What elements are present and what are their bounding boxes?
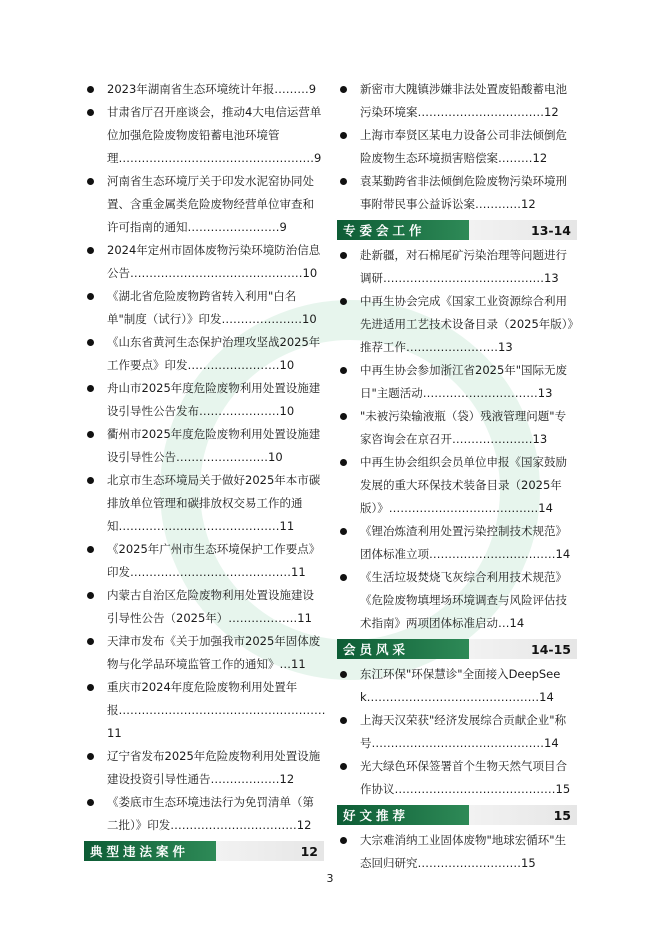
right-column [337,78,577,875]
toc-entry-text: 甘肃省厅召开座谈会，推动4大电信运营单位加强危险废物废铅蓄电池环境管理……………………………………………9 [107,105,322,165]
bullet-icon [340,837,347,844]
section-pages: 14-15 [531,641,571,657]
section-pages: 13-14 [531,222,571,238]
toc-entry-text: 《山东省黄河生态保护治理攻坚战2025年工作要点》印发……………………10 [107,335,321,372]
toc-entry[interactable] [84,630,324,676]
bullet-icon [87,799,94,806]
bullet-icon [87,546,94,553]
section-label: 会员风采 [343,641,410,657]
bullet-icon [87,684,94,691]
toc-entry-text: 赴新疆，对石棉尾矿污染治理等问题进行调研……………………………………13 [360,248,567,285]
page-number: 3 [326,872,334,885]
bullet-icon [340,367,347,374]
toc-entry[interactable] [337,829,577,875]
toc-entry[interactable] [84,791,324,837]
bullet-icon [87,638,94,645]
toc-entry[interactable] [84,423,324,469]
toc-entry-text: 辽宁省发布2025年危险废物利用处置设施建设投资引导性通告………………12 [107,749,321,786]
toc-entry[interactable] [84,285,324,331]
toc-entry-text: 《锂冶炼渣利用处置污染控制技术规范》团体标准立项……………………………14 [360,524,571,561]
section-label: 典型违法案件 [90,843,190,859]
toc-entry-text: 《生活垃圾焚烧飞灰综合利用技术规范》《危险废物填埋场环境调查与风险评估技术指南》两项团体标准启动…14 [360,570,567,630]
section-pages: 12 [300,843,318,859]
toc-entry[interactable] [84,239,324,285]
toc-entry[interactable] [337,709,577,755]
toc-entry[interactable] [337,244,577,290]
bullet-icon [340,413,347,420]
bullet-icon [340,459,347,466]
toc-entry[interactable] [337,663,577,709]
toc-entry[interactable] [84,377,324,423]
section-label: 好文推荐 [343,807,410,823]
bullet-icon [87,109,94,116]
bullet-icon [87,339,94,346]
bullet-icon [340,717,347,724]
bullet-icon [340,574,347,581]
right-entries-a [337,78,577,216]
toc-entry[interactable] [337,566,577,635]
bullet-icon [340,298,347,305]
section-label: 专委会工作 [343,222,426,238]
toc-entry-text: 天津市发布《关于加强我市2025年固体废物与化学品环境监管工作的通知》…11 [107,634,321,671]
toc-entry-text: 2023年湖南省生态环境统计年报………9 [107,82,317,96]
bullet-icon [87,178,94,185]
toc-entry[interactable] [337,78,577,124]
toc-entry-text: 东江环保"环保慧诊"全面接入DeepSeek………………………………………14 [360,667,561,704]
toc-entry-text: 河南省生态环境厅关于印发水泥窑协同处置、含重金属类危险废物经营单位审查和许可指南的通知……………………9 [107,174,314,234]
bullet-icon [340,763,347,770]
right-entries-d [337,663,577,801]
bullet-icon [87,477,94,484]
toc-entry[interactable] [337,124,577,170]
toc-entry-text: 舟山市2025年度危险废物利用处置设施建设引导性公告发布…………………10 [107,381,321,418]
bullet-icon [87,753,94,760]
section-header-committee-work[interactable] [337,220,577,240]
toc-entry-text: 《2025年广州市生态环境保护工作要点》印发……………………………………11 [107,542,321,579]
toc-entry-text: 中再生协会参加浙江省2025年"国际无废日"主题活动…………………………13 [360,363,568,400]
toc-entry[interactable] [337,520,577,566]
toc-entry[interactable] [337,451,577,520]
toc-entry[interactable] [337,359,577,405]
right-entries-c [337,244,577,635]
right-entries-e [337,829,577,875]
toc-entry-text: 新密市大隗镇涉嫌非法处置废铅酸蓄电池污染环境案……………………………12 [360,82,567,119]
section-header-member-showcase[interactable] [337,639,577,659]
section-header-recommended-articles[interactable] [337,805,577,825]
toc-entry[interactable] [337,755,577,801]
toc-entry-text: 光大绿色环保签署首个生物天然气项目合作协议……………………………………15 [360,759,571,796]
toc-entry[interactable] [337,290,577,359]
left-entries [84,78,324,837]
bullet-icon [87,247,94,254]
toc-entry[interactable] [84,78,324,101]
toc-entry-text: 大宗难消纳工业固体废物"地球宏循环"生态回归研究………………………15 [360,833,567,870]
toc-entry[interactable] [84,538,324,584]
bullet-icon [87,86,94,93]
toc-entry[interactable] [84,745,324,791]
toc-entry-text: 袁某勤跨省非法倾倒危险废物污染环境刑事附带民事公益诉讼案…………12 [360,174,567,211]
toc-entry[interactable] [84,331,324,377]
bullet-icon [340,671,347,678]
toc-entry-text: 中再生协会组织会员单位申报《国家鼓励发展的重大环保技术装备目录（2025年版）》…………………………………14 [360,455,567,515]
bullet-icon [340,178,347,185]
bullet-icon [340,252,347,259]
bullet-icon [87,385,94,392]
toc-entry[interactable] [337,170,577,216]
section-pages: 15 [553,807,571,823]
toc-entry[interactable] [84,676,324,745]
toc-entry-text: 上海市奉贤区某电力设备公司非法倾倒危险废物生态环境损害赔偿案………12 [360,128,567,165]
toc-entry-text: 2024年定州市固体废物污染环境防治信息公告………………………………………10 [107,243,321,280]
toc-entry-text: 衢州市2025年度危险废物利用处置设施建设引导性公告……………………10 [107,427,321,464]
bullet-icon [87,293,94,300]
toc-entry[interactable] [84,584,324,630]
bullet-icon [340,132,347,139]
toc-entry-text: 《湖北省危险废物跨省转入利用"白名单"制度（试行）》印发…………………10 [107,289,317,326]
left-column [84,78,324,865]
bullet-icon [87,592,94,599]
toc-entry-text: 上海天汉荣获"经济发展综合贡献企业"称号………………………………………14 [360,713,567,750]
section-header-typical-cases[interactable] [84,841,324,861]
toc-entry-text: "未被污染输液瓶（袋）残液管理问题"专家咨询会在京召开…………………13 [360,409,567,446]
toc-entry[interactable] [84,170,324,239]
toc-entry[interactable] [84,101,324,170]
toc-entry-text: 《娄底市生态环境违法行为免罚清单（第二批）》印发……………………………12 [107,795,314,832]
bullet-icon [87,431,94,438]
bullet-icon [340,528,347,535]
toc-entry-text: 内蒙古自治区危险废物利用处置设施建设引导性公告（2025年）………………11 [107,588,314,625]
toc-entry-text: 中再生协会完成《国家工业资源综合利用先进适用工艺技术设备目录（2025年版）》推荐工作……………………13 [360,294,574,354]
bullet-icon [340,86,347,93]
toc-entry[interactable] [84,469,324,538]
toc-entry[interactable] [337,405,577,451]
toc-entry-text: 北京市生态环境局关于做好2025年本市碳排放单位管理和碳排放权交易工作的通知……………………………………11 [107,473,321,533]
toc-entry-text: 重庆市2024年度危险废物利用处置年报………………………………………………11 [107,680,326,740]
